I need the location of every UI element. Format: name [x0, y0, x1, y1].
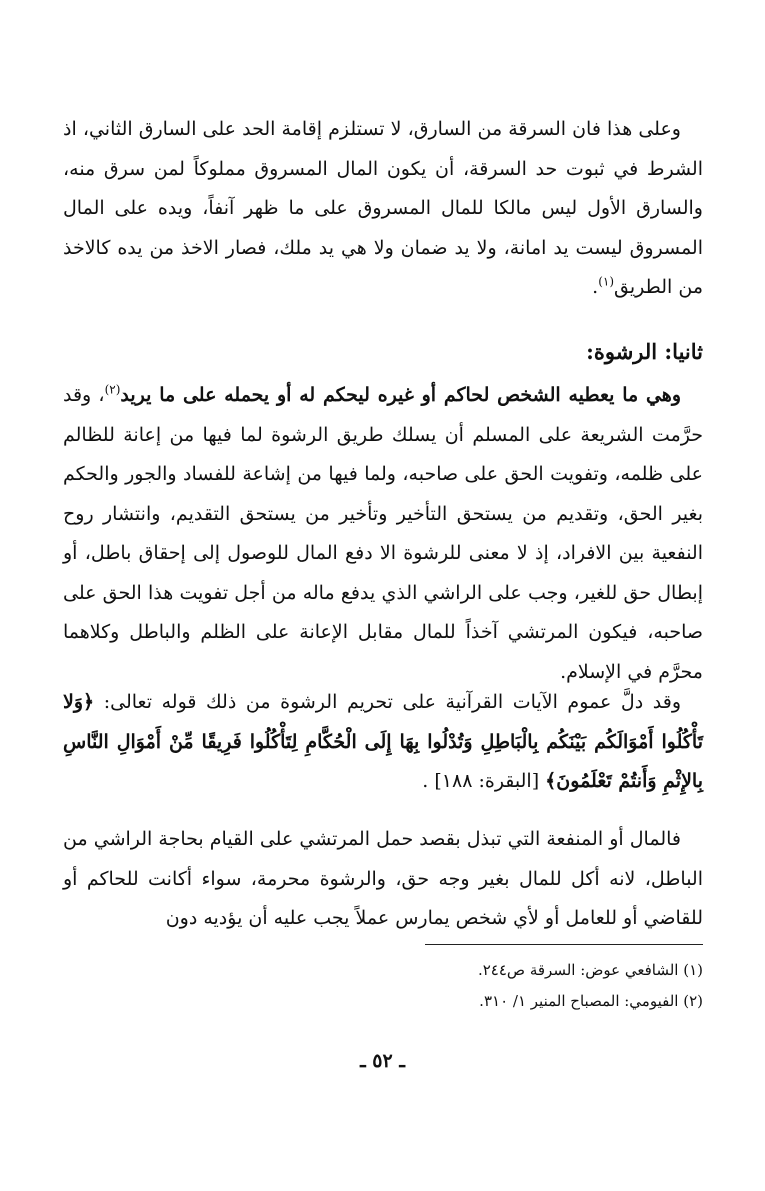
bribery-definition-text: وهي ما يعطيه الشخص لحاكم أو غيره ليحكم له أو يحمله على ما يريد — [120, 384, 682, 406]
paragraph-2-text: ، وقد حرَّمت الشريعة على المسلم أن يسلك طريق الرشوة لما فيها من إعانة للظالم على ظلمه، وتفويت الحق على صاحبه، ولما فيها من إشاعة للفساد والجور والحكم بغير الحق، وتقديم من يستحق التأخير وتأخير من يستحق التقديم، وانتشار روح النفعية بين الافراد، إذ لا معنى للرشوة الا دفع المال للوصول إلى إحقاق باطل، أو إبطال حق للغير، وجب على الراشي الذي يدفع ماله من أجل تفويت هذا الحق على صاحبه، فيكون المرتشي آخذاً للمال مقابل الإعانة على الظلم والباطل وكلاهما محرَّم في الإسلام. — [63, 384, 703, 683]
paragraph-theft-from-thief — [63, 110, 703, 308]
paragraph-3-intro: وقد دلَّ عموم الآيات القرآنية على تحريم الرشوة من ذلك قوله تعالى: — [94, 691, 681, 713]
paragraph-1-text: وعلى هذا فان السرقة من السارق، لا تستلزم إقامة الحد على السارق الثاني، اذ الشرط في ثبوت حد السرقة، أن يكون المال المسروق مملوكاً لمن سرق منه، والسارق الأول ليس مالكا للمال المسروق على ما ظهر آنفاً، ويده على المال المسروق ليست يد امانة، ولا يد ضمان ولا هي يد ملك، فصار الاخذ من يده كالاخذ من الطريق — [63, 118, 703, 298]
paragraph-benefit-bribe — [63, 820, 703, 939]
paragraph-bribery-definition — [63, 376, 703, 692]
footnote-2: (٢) الفيومي: المصباح المنير ١/ ٣١٠. — [479, 992, 703, 1010]
page-number: ـ ٥٢ ـ — [360, 1050, 405, 1072]
footnote-ref-1: (١) — [598, 274, 615, 289]
footnotes — [63, 955, 703, 1017]
footnote-ref-2: (٢) — [104, 382, 121, 397]
verse-citation: [البقرة: ١٨٨] . — [422, 770, 546, 792]
paragraph-4-text: فالمال أو المنفعة التي تبذل بقصد حمل المرتشي على القيام بحاجة الراشي من الباطل، لانه أكل للمال بغير وجه حق، والرشوة محرمة، سواء أكانت للحاكم أو للقاضي أو للعامل أو لأي شخص يمارس عملاً يجب عليه أن يؤديه دون — [63, 828, 703, 929]
quran-verse: ﴿وَلا تَأْكُلُوا أَمْوَالَكُم بَيْنَكُم بِالْبَاطِلِ وَتُدْلُوا بِهَا إِلَى الْحُكَّامِ لِتَأْكُلُوا فَرِيقًا مِّنْ أَمْوَالِ النَّاسِ بِالإِثْمِ وَأَنتُمْ تَعْلَمُونَ﴾ — [63, 691, 703, 792]
paragraph-1-end: . — [592, 276, 599, 298]
paragraph-quran-evidence — [63, 683, 703, 802]
footnote-1: (١) الشافعي عوض: السرقة ص٢٤٤. — [477, 961, 703, 979]
footnote-divider — [425, 944, 703, 945]
section-heading-bribery: ثانيا: الرشوة: — [586, 339, 703, 364]
